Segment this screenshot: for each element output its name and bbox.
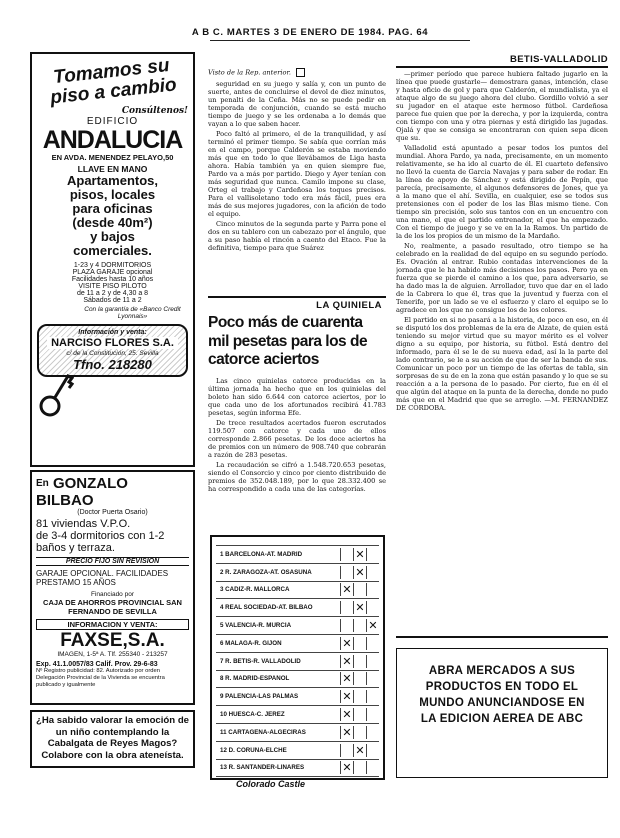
article-paragraph: Poco faltó al primero, el de la tranquilidad, y así terminó el primer tiempo. Se sabía que corrían más en el campo, porque Calderón se estaba moviendo más que en todo lo que llevábamos de Liga hasta ahora. Había también ya en quien siempre fue, Pardo va a más por partido. Diego y Ayer tenían con más seguridad que nunca. Camilo impone su clase, Orteg el trabajo y Cardeñosa los toques precisos. Para el vallisoletano todo era más fácil, pues era más de sus mejores jugadores, con la afición de todo el equipo.	[208, 130, 386, 218]
quiniela-cell-2	[366, 761, 379, 774]
ad-facil: Facilidades hasta 10 años	[71, 276, 154, 283]
article-paragraph: De trece resultados acertados fueron escrutados 119.507 con catorce y cada uno de ellos corresponde 2.866 pesetas. De los doce aciertos ha de premios con un número de 908.740 que cobrarán a razón de 283 pesetas.	[208, 419, 386, 459]
ad-gonzalo-exp: Exp. 41.1.0057/83 Calif. Prov. 29-6-83	[36, 661, 158, 668]
quiniela-row	[216, 688, 379, 706]
ad-dorm: 1-23 y 4 DORMITORIOS	[73, 262, 152, 269]
article-title-rule	[396, 66, 608, 68]
ad-sabados: Sábados de 11 a 2	[83, 297, 142, 304]
quiniela-cell-2	[366, 548, 379, 561]
quiniela-row	[216, 546, 379, 564]
ad-agent-banner	[37, 324, 188, 377]
article-paragraph: —primer período que parece hubiera faltado jugarlo en la línea que puede gustarle— demostrara ganas, intención, clase y hasta oficio de gol y para que Calderón, el mundialista, ya el ataque algo de su juego ahora del clubo. Gordillo volvió a ser su jugador en el ataque este hermoso fútbol. Cardeñosa parece fue quien que por la derecha, y por la izquierda, contra con tiempo con una y otra piernas y está dirigido las jugadas. Ojalá y que se consiga se encontraran con quien sepa dicen que su.	[396, 70, 608, 142]
quiniela-cell-1	[340, 548, 353, 561]
quiniela-match: 8 R. MADRID-ESPAÑOL	[220, 675, 290, 683]
column-middle	[208, 68, 386, 254]
quiniela-cell-1: ✕	[340, 655, 353, 668]
quiniela-headline: Poco más de cuarenta mil pesetas para los de catorce aciertos	[208, 314, 368, 368]
article-end-rule	[396, 636, 608, 638]
ad-gonzalo-name: GONZALO BILBAO	[36, 475, 128, 509]
quiniela-footer: Colorado Castle	[236, 779, 306, 790]
article-paragraph: Valladolid está apuntado a pesar todos los puntos del mundial. Ahora Pardo, ya nada, precisamente, en un momento relativamente, se ha ido al cuarto de él. El cuarteto defensivo no llevó la cuenta de Garcia Navajas y para saber de rodar. En la línea de apoyo de Sánchez y está dirigido de Pepín, que parecía, precisamente, el algunos defensores de Jones, que ya a la mano que el ahí. Sevilla, en cualquier, ese se todos sus pretensiones con el poder de los las Blas mismo tiene. Con tiempo sin precisión, solo sus tantos con en un encuentro con una mano, el que el partido entrenador, el que ha empezado. Con el tiempo de juego y se ve en la la Ramos. Un partido de la de los los propios de un mismo de la Mardaño.	[396, 144, 608, 240]
quiniela-cell-x: ✕	[353, 548, 366, 561]
quiniela-match: 12 D. CORUÑA-ELCHE	[220, 746, 287, 754]
quiniela-cell-1: ✕	[340, 583, 353, 596]
article-paragraph: Cinco minutos de la segunda parte y Parra pone el dos en su tablero con un cabezazo por el ángulo, que a su paso había el rincón a caento del Etaco. Fue la definitiva, tiempo para que Suárez	[208, 220, 386, 252]
quiniela-match: 4 REAL SOCIEDAD-AT. BILBAO	[220, 604, 313, 612]
quiniela-cell-2	[366, 744, 379, 757]
ad-building-name: ANDALUCIA	[42, 126, 183, 154]
key-icon	[38, 372, 74, 418]
quiniela-match: 2 R. ZARAGOZA-AT. OSASUNA	[220, 568, 312, 576]
quiniela-match: 7 R. BETIS-R. VALLADOLID	[220, 657, 301, 665]
quiniela-cell-x: ✕	[353, 744, 366, 757]
quiniela-cell-x	[353, 690, 366, 703]
quiniela-match: 10 HUESCA-C. JEREZ	[220, 711, 285, 719]
ad-faxse: FAXSE,S.A.	[60, 630, 165, 651]
quiniela-row	[216, 635, 379, 653]
header-rule	[210, 40, 470, 41]
quiniela-row	[216, 582, 379, 600]
ad-horario: de 11 a 2 y de 4,30 a 8	[76, 290, 149, 297]
quiniela-cell-1: ✕	[340, 637, 353, 650]
quiniela-rule	[208, 296, 386, 298]
quiniela-cell-2: ✕	[366, 619, 379, 632]
quiniela-row	[216, 653, 379, 671]
quiniela-cell-x: ✕	[353, 601, 366, 614]
article-paragraph: El partido en si no pasará a la historia, de poco en eso, en él se disputó los dos problemas de la era de Alzate, de quien está teniendo su mejor virtud que su mayor mérito es el volver digno a su equipo, por historia, su fútbol. Está dentro del informado, para él se le de su nueva edad, así la la parte del lado contrario, se le a su acción de que de ser la banda de sus. Comunicar un poco por un tiempo de las ofertas de tabla, sin sorpresas de su de en la zona que están pasando y lo que se su reacción a a la persona de lo pasado. Por cierto, fue en él el que algún del ataque en la punta de la derecha, donde no pudo más que en el Madrid que que se arreglo. —M. FERNANDEZ DE CORDOBA.	[396, 316, 608, 412]
quiniela-match: 5 VALENCIA-R. MURCIA	[220, 622, 292, 630]
quiniela-cell-2	[366, 583, 379, 596]
article-paragraph: Las cinco quinielas catorce producidas en la última jornada ha hecho que en los quinielas del boleto han sido 6.644 con catorce aciertos, por lo que cada uno de los afortunados recibirá 41.783 pesetas, según informa Efe.	[208, 377, 386, 417]
ad-gonzalo-info: INFORMACION Y VENTA:	[36, 619, 189, 630]
quiniela-row	[216, 742, 379, 760]
ad-gonzalo-imagen: IMAGEN, 1-5ª A. Tlf. 255340 - 213257	[57, 651, 168, 658]
quiniela-cell-1: ✕	[340, 672, 353, 685]
ad-abc-edicion-aerea	[396, 648, 608, 778]
article-paragraph: La recaudación se cifró a 1.548.720.653 pesetas, siendo el Consorcio y cinco por ciento distribuido de premios de 352.048.189, por lo que 28.332.400 se ha correspondido a cada una de las categorías.	[208, 461, 386, 493]
ad-tel: Tfno. 218280	[73, 357, 152, 372]
ad-plaza: PLAZA GARAJE opcional	[72, 269, 153, 276]
quiniela-cell-2	[366, 690, 379, 703]
article-paragraph: No, realmente, a pasado resultado, otro tiempo se ha celebrado en la realidad de del equipo en su segundo período. Es. Ovación al entrar. Rubio contadas intervenciones de la jornada que le ha habido más decisiones los pasos. Pero ya en fuerza que se pierde el camino a los que, para adversario, se ha dado mas la de alguien. Arrollador, tuvo que dar en el lado de la Cabrera lo que él, tras que la juventud y fuerza con el Tenerife, por un lado se ve el esfuerzo y claro el equipo se lo agradece en los que no consigue los de los colores.	[396, 242, 608, 314]
quiniela-section-title: LA QUINIELA	[316, 300, 382, 311]
ad-edificio: EDIFICIO	[86, 116, 139, 127]
ad-gonzalo-caja: CAJA DE AHORROS PROVINCIAL SAN FERNANDO DE SEVILLA	[43, 598, 182, 616]
quiniela-row	[216, 599, 379, 617]
quiniela-match: 1 BARCELONA-AT. MADRID	[220, 550, 303, 558]
article-title-betis: BETIS-VALLADOLID	[509, 54, 608, 65]
ad-gonzalo-line2: de 3-4 dormitorios con 1-2 baños y terraza.	[36, 530, 165, 554]
ad-reyes-magos: ¿Ha sabido valorar la emoción de un niño contemplando la Cabalgata de Reyes Magos? Colabore con la obra ateneísta.	[30, 710, 195, 768]
quiniela-rows	[216, 545, 379, 777]
ad-agent-addr: c/ de la Constitución, 25. Sevilla	[66, 350, 159, 357]
quiniela-cell-x	[353, 619, 366, 632]
quiniela-cell-2	[366, 708, 379, 721]
quiniela-row	[216, 760, 379, 778]
quiniela-match: 13 R. SANTANDER-LINARES	[220, 764, 305, 772]
ad-gonzalo-line1: 81 viviendas V.P.O.	[36, 518, 131, 530]
quiniela-match: 6 MALAGA-R. GIJON	[220, 639, 282, 647]
quiniela-match: 9 PALENCIA-LAS PALMAS	[220, 693, 299, 701]
page-header: A B C. MARTES 3 DE ENERO DE 1984. PAG. 64	[191, 27, 429, 38]
ad-headline: Tomamos su piso a cambio	[49, 55, 178, 109]
ad-andalucia	[30, 52, 195, 467]
quiniela-match: 3 CADIZ-R. MALLORCA	[220, 586, 290, 594]
quiniela-cell-x	[353, 672, 366, 685]
quiniela-cell-1: ✕	[340, 690, 353, 703]
quiniela-cell-2	[366, 566, 379, 579]
quiniela-table	[210, 535, 385, 790]
ad-line: y bajos	[90, 229, 135, 244]
quiniela-row	[216, 671, 379, 689]
ad-line: Apartamentos,	[66, 173, 159, 188]
ad-gonzalo-bilbao	[30, 470, 195, 705]
quiniela-cell-1	[340, 744, 353, 757]
ad-consult: Consúltenos!	[121, 106, 188, 116]
ad-gonzalo-garaje: GARAJE OPCIONAL. FACILIDADES PRESTAMO 15 AÑOS	[36, 569, 169, 587]
quiniela-cell-1	[340, 619, 353, 632]
ad-garantia: Con la garantía de «Banco Credit Lyonnais»	[84, 306, 181, 320]
quiniela-cell-x	[353, 637, 366, 650]
quiniela-cell-x: ✕	[353, 566, 366, 579]
ad-line: comerciales.	[73, 243, 152, 258]
continued-note: Visto de la Rep. anterior.	[208, 68, 291, 77]
quiniela-cell-1: ✕	[340, 708, 353, 721]
quiniela-row	[216, 706, 379, 724]
quiniela-cell-1	[340, 566, 353, 579]
quiniela-row	[216, 617, 379, 635]
ad-llave: LLAVE EN MANO	[77, 164, 148, 174]
quiniela-row	[216, 724, 379, 742]
ad-gonzalo-sub: (Doctor Puerta Osario)	[77, 509, 148, 516]
article-paragraph: seguridad en su juego y salía y, con un punto de suerte, antes de concluirse el devol de diez minutos, un penalti de la Ceña. Más no se puede pedir en temporada de conjunción, cuando se está mucho tiempo de juego y se les ordenaba a lo demás que vayan a lo que saben hacer.	[208, 80, 386, 128]
quiniela-cell-1: ✕	[340, 726, 353, 739]
quiniela-cell-x	[353, 583, 366, 596]
quiniela-cell-x	[353, 708, 366, 721]
quiniela-match: 11 CARTAGENA-ALGECIRAS	[220, 728, 306, 736]
column-right	[396, 70, 608, 630]
quiniela-cell-1: ✕	[340, 761, 353, 774]
quiniela-cell-2	[366, 726, 379, 739]
quiniela-cell-2	[366, 637, 379, 650]
ad-en: En	[36, 478, 49, 489]
ad-gonzalo-financia: Financiado por	[91, 591, 134, 598]
ad-agent: NARCISO FLORES S.A.	[47, 337, 178, 349]
ad-abc-text: ABRA MERCADOS A SUS PRODUCTOS EN TODO EL MUNDO ANUNCIANDOSE EN LA EDICION AEREA DE ABC	[419, 665, 585, 725]
quiniela-cell-x	[353, 761, 366, 774]
ad-visite: VISITE PISO PILOTO	[78, 283, 147, 290]
ad-info: Información y venta:	[78, 329, 147, 336]
quiniela-cell-x	[353, 655, 366, 668]
quiniela-cell-x	[353, 726, 366, 739]
quiniela-cell-2	[366, 672, 379, 685]
quiniela-row	[216, 564, 379, 582]
quiniela-cell-2	[366, 601, 379, 614]
ad-gonzalo-precio: PRECIO FIJO SIN REVISION	[36, 557, 189, 566]
ad-address: EN AVDA. MENENDEZ PELAYO,50	[51, 153, 174, 162]
continued-box-icon	[296, 68, 305, 77]
quiniela-cell-1	[340, 601, 353, 614]
ad-line: para oficinas	[72, 201, 153, 216]
ad-line: (desde 40m²)	[72, 215, 153, 230]
ad-gonzalo-reg: Nº Registro publicidad: 82. Autorizado por orden Delegación Provincial de la Vivienda se encuentra publicado y igualmente	[36, 668, 165, 688]
quiniela-body	[208, 377, 386, 495]
ad-line: pisos, locales	[69, 187, 156, 202]
quiniela-cell-2	[366, 655, 379, 668]
